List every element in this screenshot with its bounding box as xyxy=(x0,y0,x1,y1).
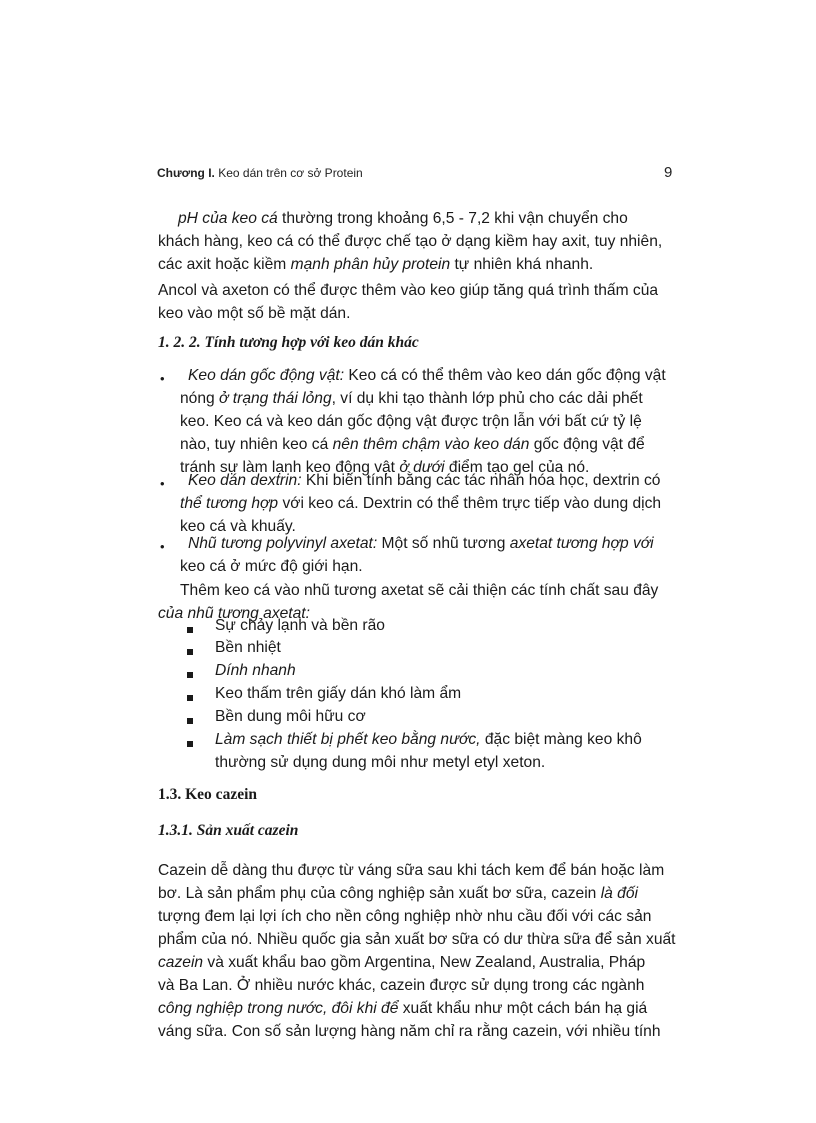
text: với keo cá. Dextrin có thể thêm trực tiếp vào dung dịch xyxy=(278,495,662,512)
text-italic: công nghiệp trong nước, đôi khi để xyxy=(158,1000,399,1017)
intro-line xyxy=(178,210,628,228)
list-item xyxy=(215,731,642,749)
text: bơ. Là sản phẩm phụ của công nghiệp sản xuất bơ sữa, cazein xyxy=(158,885,601,902)
text-italic: cazein xyxy=(158,954,204,971)
intro-line: keo vào một số bề mặt dán. xyxy=(158,305,351,322)
text: Một số nhũ tương xyxy=(377,535,510,552)
text: , ví dụ khi tạo thành lớp phủ cho các dải phết xyxy=(331,390,643,407)
square-bullet-icon xyxy=(187,649,193,655)
text: Keo cá có thể thêm vào keo dán gốc động vật xyxy=(344,367,666,384)
running-header xyxy=(157,166,363,180)
square-bullet-icon xyxy=(187,627,193,633)
text: Khi biến tính bằng các tác nhân hóa học, dextrin có xyxy=(301,472,661,489)
text: các axit hoặc kiềm xyxy=(158,256,291,273)
list-item: thường sử dụng dung môi như metyl etyl xeton. xyxy=(215,754,546,771)
bullet-line xyxy=(180,436,645,454)
text: đặc biệt màng keo khô xyxy=(480,731,642,748)
bullet-line: keo cá và khuấy. xyxy=(180,518,296,535)
text-italic: Nhũ tương polyvinyl axetat: xyxy=(188,535,378,552)
section-heading: 1. 2. 2. Tính tương hợp với keo dán khác xyxy=(158,334,419,351)
text: nào, tuy nhiên keo cá xyxy=(180,436,333,453)
bullet-line xyxy=(188,472,660,490)
text-italic: Keo dán dextrin: xyxy=(188,472,302,489)
square-bullet-icon xyxy=(187,718,193,724)
list-item: Sự chảy lạnh và bền rão xyxy=(215,617,385,634)
text-italic: thể tương hợp xyxy=(180,495,279,512)
bullet-icon: • xyxy=(160,476,165,491)
text-italic: axetat tương hợp với xyxy=(509,535,654,552)
intro-line xyxy=(158,256,593,274)
square-bullet-icon xyxy=(187,695,193,701)
text-italic: pH của keo cá xyxy=(178,210,278,227)
chapter-prefix: Chương I. xyxy=(157,166,215,180)
paragraph-line: phẩm của nó. Nhiều quốc gia sản xuất bơ sữa có dư thừa sữa để sản xuất xyxy=(158,931,676,948)
square-bullet-icon xyxy=(187,741,193,747)
bullet-line xyxy=(180,390,643,408)
paragraph-line: Cazein dễ dàng thu được từ váng sữa sau khi tách kem để bán hoặc làm xyxy=(158,862,665,879)
bullet-line: keo. Keo cá và keo dán gốc động vật được trộn lẫn với bất cứ tỷ lệ xyxy=(180,413,642,430)
bullet-line: keo cá ở mức độ giới hạn. xyxy=(180,558,363,575)
text-italic: là đối xyxy=(600,885,638,902)
paragraph-line xyxy=(158,1000,647,1018)
list-item: Bền dung môi hữu cơ xyxy=(215,708,366,725)
intro-line: khách hàng, keo cá có thể được chế tạo ở dạng kiềm hay axit, tuy nhiên, xyxy=(158,233,663,250)
bullet-line xyxy=(180,495,661,513)
bullet-icon: • xyxy=(160,539,165,554)
paragraph-line xyxy=(158,885,638,903)
text: tự nhiên khá nhanh. xyxy=(450,256,594,273)
chapter-title: Keo dán trên cơ sở Protein xyxy=(214,166,363,180)
text-italic: nên thêm chậm vào keo dán xyxy=(332,436,530,453)
paragraph-line: Thêm keo cá vào nhũ tương axetat sẽ cải thiện các tính chất sau đây xyxy=(180,582,659,599)
list-item: Bền nhiệt xyxy=(215,639,281,656)
paragraph-line: và Ba Lan. Ở nhiều nước khác, cazein được sử dụng trong các ngành xyxy=(158,977,645,994)
text-italic: Keo dán gốc động vật: xyxy=(188,367,345,384)
text-italic: của nhũ tương axetat: xyxy=(158,605,310,622)
list-item xyxy=(215,662,296,680)
text-italic: ở dưới xyxy=(399,459,445,476)
text: gốc động vật để xyxy=(529,436,645,453)
page-number: 9 xyxy=(664,164,673,181)
text-italic: Làm sạch thiết bị phết keo bằng nước, xyxy=(215,731,481,748)
square-bullet-icon xyxy=(187,672,193,678)
text-italic: ở trạng thái lỏng xyxy=(219,390,332,407)
paragraph-line: váng sữa. Con số sản lượng hàng năm chỉ ra rằng cazein, với nhiều tính xyxy=(158,1023,661,1040)
text: điểm tạo gel của nó. xyxy=(444,459,590,476)
text: xuất khẩu như một cách bán hạ giá xyxy=(398,1000,648,1017)
text: tránh sự làm lạnh keo động vật xyxy=(180,459,400,476)
text-italic: mạnh phân hủy protein xyxy=(290,256,451,273)
bullet-icon: • xyxy=(160,371,165,386)
text: nóng xyxy=(180,390,220,407)
text-italic: Dính nhanh xyxy=(215,662,296,679)
bullet-line xyxy=(188,367,666,385)
bullet-line xyxy=(188,535,654,553)
section-heading: 1.3. Keo cazein xyxy=(158,786,258,803)
subsection-heading: 1.3.1. Sản xuất cazein xyxy=(158,822,299,839)
intro-line: Ancol và axeton có thể được thêm vào keo giúp tăng quá trình thấm của xyxy=(158,282,659,299)
paragraph-line: tượng đem lại lợi ích cho nền công nghiệp nhờ nhu cầu đối với các sản xyxy=(158,908,652,925)
text: thường trong khoảng 6,5 - 7,2 khi vận chuyển cho xyxy=(277,210,628,227)
text: và xuất khẩu bao gồm Argentina, New Zealand, Australia, Pháp xyxy=(203,954,646,971)
paragraph-line xyxy=(158,954,645,972)
list-item: Keo thấm trên giấy dán khó làm ẩm xyxy=(215,685,462,702)
